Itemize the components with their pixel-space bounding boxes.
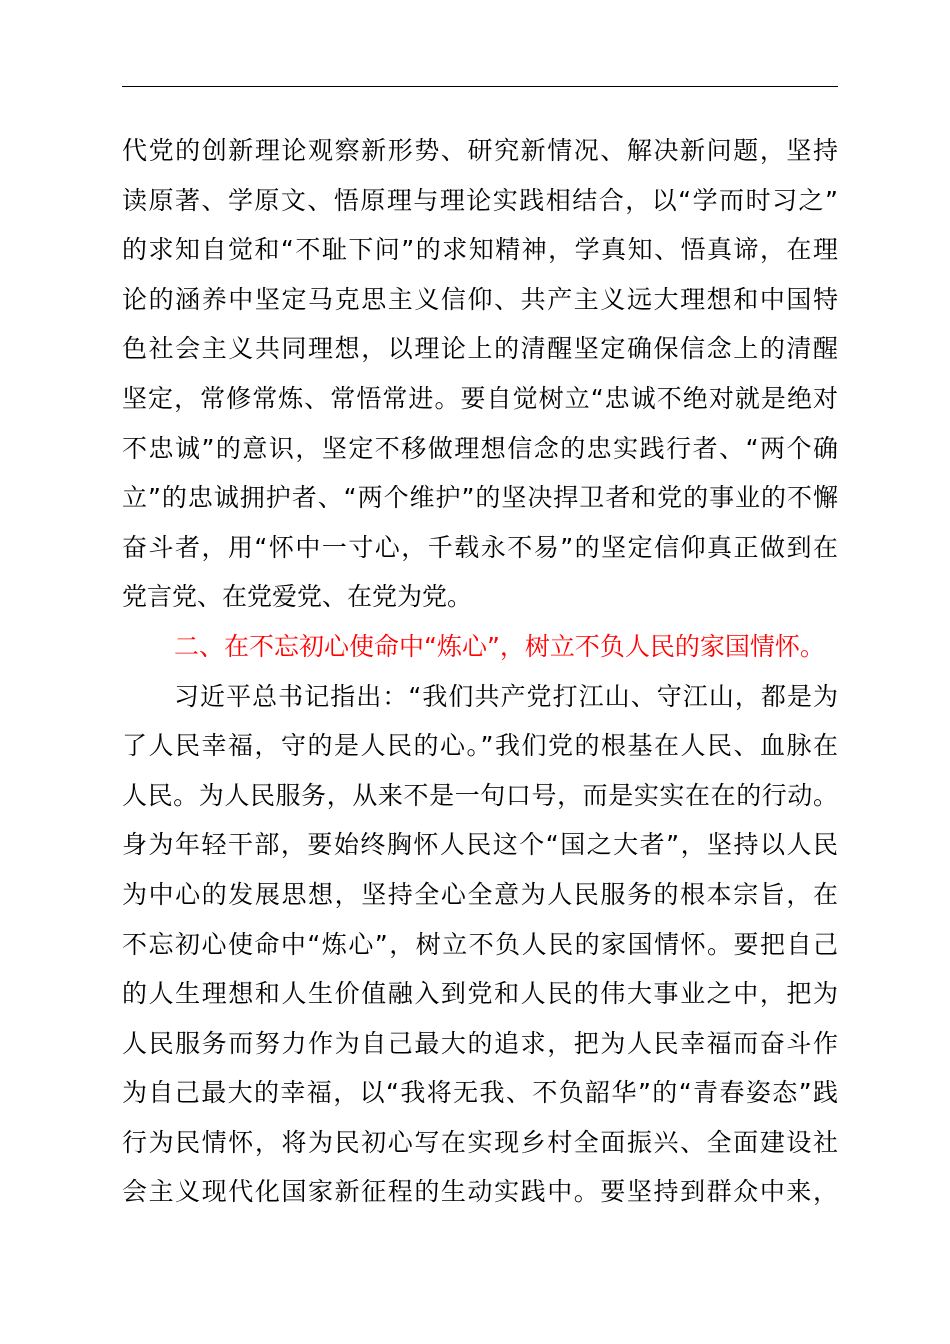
paragraph-first-line: 习近平总书记指出：“我们共产党打江山、守江山，都是为 (174, 681, 838, 711)
section-heading: 二、在不忘初心使命中“炼心”，树立不负人民的家国情怀。 (174, 631, 825, 661)
text-line: 读原著、学原文、悟原理与理论实践相结合，以“学而时习之” (122, 185, 838, 215)
text-line: 奋斗者，用“怀中一寸心，千载永不易”的坚定信仰真正做到在 (122, 532, 838, 562)
text-line: 立”的忠诚拥护者、“两个维护”的坚决捍卫者和党的事业的不懈 (122, 483, 838, 513)
text-line: 不忘初心使命中“炼心”，树立不负人民的家国情怀。要把自己 (122, 929, 838, 959)
header-rule (122, 86, 838, 87)
text-line: 会主义现代化国家新征程的生动实践中。要坚持到群众中来， (122, 1177, 838, 1207)
text-line: 色社会主义共同理想，以理论上的清醒坚定确保信念上的清醒 (122, 334, 838, 364)
text-line: 为中心的发展思想，坚持全心全意为人民服务的根本宗旨，在 (122, 879, 838, 909)
document-body (122, 126, 838, 1217)
text-line: 行为民情怀，将为民初心写在实现乡村全面振兴、全面建设社 (122, 1127, 838, 1157)
text-line: 坚定，常修常炼、常悟常进。要自觉树立“忠诚不绝对就是绝对 (122, 383, 838, 413)
text-line-last: 党言党、在党爱党、在党为党。 (122, 582, 473, 612)
text-line: 论的涵养中坚定马克思主义信仰、共产主义远大理想和中国特 (122, 284, 838, 314)
text-line: 身为年轻干部，要始终胸怀人民这个“国之大者”，坚持以人民 (122, 830, 838, 860)
text-line: 不忠诚”的意识，坚定不移做理想信念的忠实践行者、“两个确 (122, 433, 838, 463)
text-line: 了人民幸福，守的是人民的心。”我们党的根基在人民、血脉在 (122, 731, 838, 761)
text-line: 的求知自觉和“不耻下问”的求知精神，学真知、悟真谛，在理 (122, 235, 838, 265)
text-line: 人民。为人民服务，从来不是一句口号，而是实实在在的行动。 (122, 780, 838, 810)
text-line: 人民服务而努力作为自己最大的追求，把为人民幸福而奋斗作 (122, 1028, 838, 1058)
text-line: 代党的创新理论观察新形势、研究新情况、解决新问题，坚持 (122, 136, 838, 165)
text-line: 为自己最大的幸福，以“我将无我、不负韶华”的“青春姿态”践 (122, 1078, 838, 1108)
text-line: 的人生理想和人生价值融入到党和人民的伟大事业之中，把为 (122, 979, 838, 1009)
